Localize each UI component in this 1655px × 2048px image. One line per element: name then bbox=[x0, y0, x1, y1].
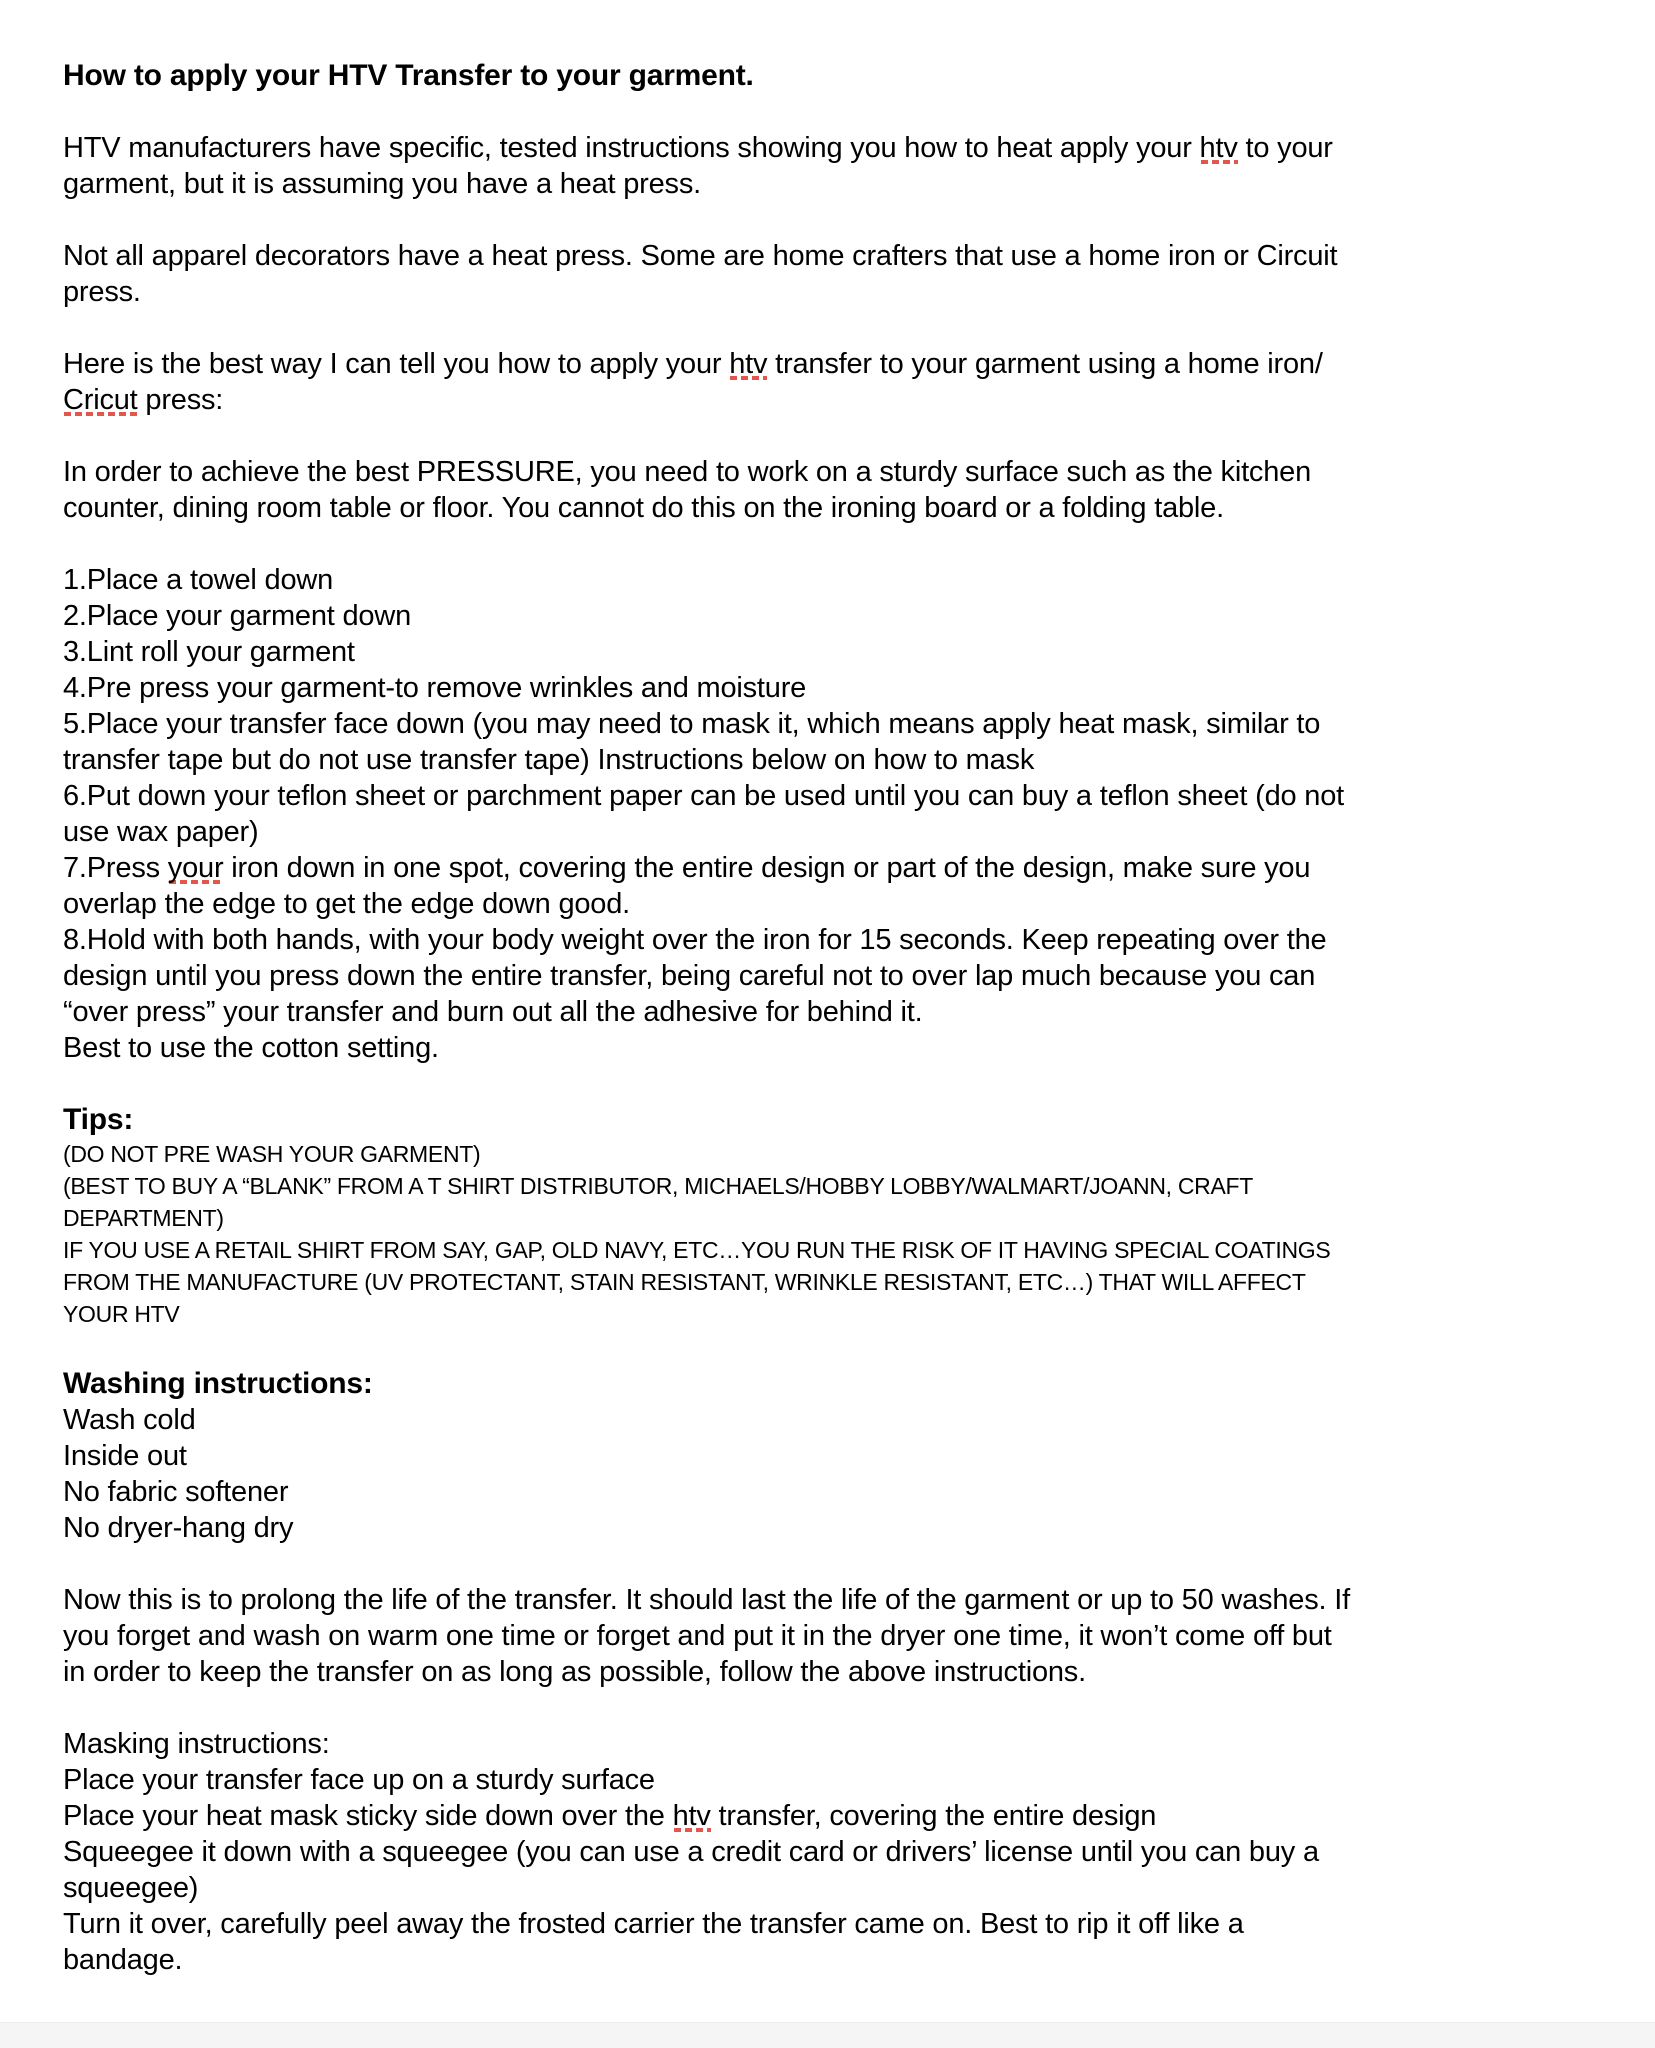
text-segment: In order to achieve the best PRESSURE, you need to work on a sturdy surface such as the kitchen bbox=[63, 456, 1312, 488]
text-segment: Tips: bbox=[63, 1103, 134, 1136]
text-segment: to your bbox=[1237, 132, 1333, 164]
text-segment: overlap the edge to get the edge down good. bbox=[63, 888, 631, 920]
misspelled-word: htv bbox=[1199, 132, 1238, 164]
text-line bbox=[63, 814, 1605, 850]
text-line bbox=[63, 490, 1605, 526]
text-segment: Turn it over, carefully peel away the frosted carrier the transfer came on. Best to rip it off like a bbox=[63, 1908, 1244, 1940]
text-line bbox=[63, 238, 1605, 274]
text-segment: Here is the best way I can tell you how to apply your bbox=[63, 348, 730, 380]
paragraph-pressure bbox=[63, 454, 1605, 526]
text-segment: transfer, covering the entire design bbox=[710, 1800, 1157, 1832]
text-segment: (DO NOT PRE WASH YOUR GARMENT) bbox=[63, 1141, 481, 1167]
text-segment: 2.Place your garment down bbox=[63, 600, 412, 632]
text-segment: Squeegee it down with a squeegee (you can use a credit card or drivers’ license until you can buy a bbox=[63, 1836, 1319, 1868]
text-line bbox=[63, 670, 1605, 706]
doc-title bbox=[63, 58, 1605, 94]
text-line bbox=[63, 1234, 1605, 1266]
text-segment: bandage. bbox=[63, 1944, 183, 1976]
text-segment: Place your transfer face up on a sturdy surface bbox=[63, 1764, 655, 1796]
paragraph-decorators bbox=[63, 238, 1605, 310]
text-line bbox=[63, 130, 1605, 166]
text-segment: Place your heat mask sticky side down over the bbox=[63, 1800, 673, 1832]
text-line bbox=[63, 1474, 1605, 1510]
text-segment: Masking instructions: bbox=[63, 1728, 330, 1760]
text-line bbox=[63, 598, 1605, 634]
text-segment: Now this is to prolong the life of the transfer. It should last the life of the garment or up to 50 washes. If bbox=[63, 1584, 1350, 1616]
text-line bbox=[63, 1366, 1605, 1402]
text-segment: “over press” your transfer and burn out all the adhesive for behind it. bbox=[63, 996, 923, 1028]
text-line bbox=[63, 1906, 1605, 1942]
text-line bbox=[63, 454, 1605, 490]
misspelled-word: your bbox=[167, 852, 224, 884]
text-segment: transfer to your garment using a home iron/ bbox=[767, 348, 1323, 380]
text-segment: 6.Put down your teflon sheet or parchment paper can be used until you can buy a teflon sheet (do not bbox=[63, 780, 1345, 812]
paragraph-manufacturers bbox=[63, 130, 1605, 202]
text-line bbox=[63, 274, 1605, 310]
text-line bbox=[63, 382, 1605, 418]
text-segment: No dryer-hang dry bbox=[63, 1512, 294, 1544]
text-line bbox=[63, 1582, 1605, 1618]
paragraph-best-way bbox=[63, 346, 1605, 418]
text-line bbox=[63, 958, 1605, 994]
text-line bbox=[63, 1030, 1605, 1066]
text-line bbox=[63, 634, 1605, 670]
text-segment: counter, dining room table or floor. You cannot do this on the ironing board or a folding table. bbox=[63, 492, 1224, 524]
text-segment: FROM THE MANUFACTURE (UV PROTECTANT, STAIN RESISTANT, WRINKLE RESISTANT, ETC…) THAT WILL AFFECT bbox=[63, 1269, 1306, 1295]
text-line bbox=[63, 1102, 1605, 1138]
text-segment: design until you press down the entire transfer, being careful not to over lap much because you can bbox=[63, 960, 1316, 992]
text-line bbox=[63, 1438, 1605, 1474]
text-line bbox=[63, 886, 1605, 922]
text-segment: DEPARTMENT) bbox=[63, 1205, 224, 1231]
text-line bbox=[63, 1834, 1605, 1870]
text-segment: Best to use the cotton setting. bbox=[63, 1032, 439, 1064]
text-segment: Inside out bbox=[63, 1440, 187, 1472]
text-segment: press: bbox=[137, 384, 224, 416]
masking-instructions bbox=[63, 1726, 1605, 1978]
text-line bbox=[63, 994, 1605, 1030]
text-segment: 7.Press bbox=[63, 852, 168, 884]
text-segment: in order to keep the transfer on as long as possible, follow the above instructions. bbox=[63, 1656, 1086, 1688]
text-line bbox=[63, 1762, 1605, 1798]
tips-heading bbox=[63, 1102, 1605, 1138]
text-line bbox=[63, 778, 1605, 814]
text-line bbox=[63, 1942, 1605, 1978]
text-line bbox=[63, 1170, 1605, 1202]
text-segment: transfer tape but do not use transfer tape) Instructions below on how to mask bbox=[63, 744, 1035, 776]
text-line bbox=[63, 1402, 1605, 1438]
text-segment: How to apply your HTV Transfer to your garment. bbox=[63, 59, 754, 92]
text-line bbox=[63, 1202, 1605, 1234]
text-line bbox=[63, 1510, 1605, 1546]
text-line bbox=[63, 922, 1605, 958]
washing-list bbox=[63, 1402, 1605, 1546]
text-segment: iron down in one spot, covering the entire design or part of the design, make sure you bbox=[223, 852, 1311, 884]
text-segment: 4.Pre press your garment-to remove wrinkles and moisture bbox=[63, 672, 807, 704]
text-line bbox=[63, 1654, 1605, 1690]
text-segment: 1.Place a towel down bbox=[63, 564, 334, 596]
misspelled-word: Cricut bbox=[63, 384, 138, 416]
washing-heading bbox=[63, 1366, 1605, 1402]
steps-list bbox=[63, 562, 1605, 1066]
text-line bbox=[63, 562, 1605, 598]
text-line bbox=[63, 1138, 1605, 1170]
paragraph-longevity bbox=[63, 1582, 1605, 1690]
text-segment: 3.Lint roll your garment bbox=[63, 636, 355, 668]
text-line bbox=[63, 1798, 1605, 1834]
text-segment: HTV manufacturers have specific, tested instructions showing you how to heat apply your bbox=[63, 132, 1200, 164]
text-segment: No fabric softener bbox=[63, 1476, 289, 1508]
text-line bbox=[63, 706, 1605, 742]
text-segment: use wax paper) bbox=[63, 816, 259, 848]
misspelled-word: htv bbox=[672, 1800, 711, 1832]
text-segment: you forget and wash on warm one time or forget and put it in the dryer one time, it won’t come off but bbox=[63, 1620, 1332, 1652]
text-line bbox=[63, 742, 1605, 778]
text-segment: press. bbox=[63, 276, 141, 308]
text-segment: 8.Hold with both hands, with your body weight over the iron for 15 seconds. Keep repeating over the bbox=[63, 924, 1327, 956]
text-segment: 5.Place your transfer face down (you may need to mask it, which means apply heat mask, similar to bbox=[63, 708, 1321, 740]
text-line bbox=[63, 1726, 1605, 1762]
text-segment: squeegee) bbox=[63, 1872, 199, 1904]
text-line bbox=[63, 166, 1605, 202]
text-line bbox=[63, 58, 1605, 94]
text-segment: Not all apparel decorators have a heat press. Some are home crafters that use a home iron or Circuit bbox=[63, 240, 1338, 272]
window-bottom-strip bbox=[0, 2022, 1655, 2048]
text-line bbox=[63, 346, 1605, 382]
tips-details bbox=[63, 1138, 1605, 1330]
text-line bbox=[63, 1870, 1605, 1906]
text-line bbox=[63, 1618, 1605, 1654]
text-line bbox=[63, 850, 1605, 886]
text-segment: (BEST TO BUY A “BLANK” FROM A T SHIRT DISTRIBUTOR, MICHAELS/HOBBY LOBBY/WALMART/JOANN, CRAFT bbox=[63, 1173, 1253, 1199]
text-segment: Washing instructions: bbox=[63, 1367, 373, 1400]
text-segment: garment, but it is assuming you have a heat press. bbox=[63, 168, 702, 200]
misspelled-word: htv bbox=[729, 348, 768, 380]
text-segment: Wash cold bbox=[63, 1404, 196, 1436]
text-line bbox=[63, 1266, 1605, 1298]
text-segment: YOUR HTV bbox=[63, 1301, 180, 1327]
text-segment: IF YOU USE A RETAIL SHIRT FROM SAY, GAP, OLD NAVY, ETC…YOU RUN THE RISK OF IT HAVING SPECIAL COATINGS bbox=[63, 1237, 1331, 1263]
text-line bbox=[63, 1298, 1605, 1330]
